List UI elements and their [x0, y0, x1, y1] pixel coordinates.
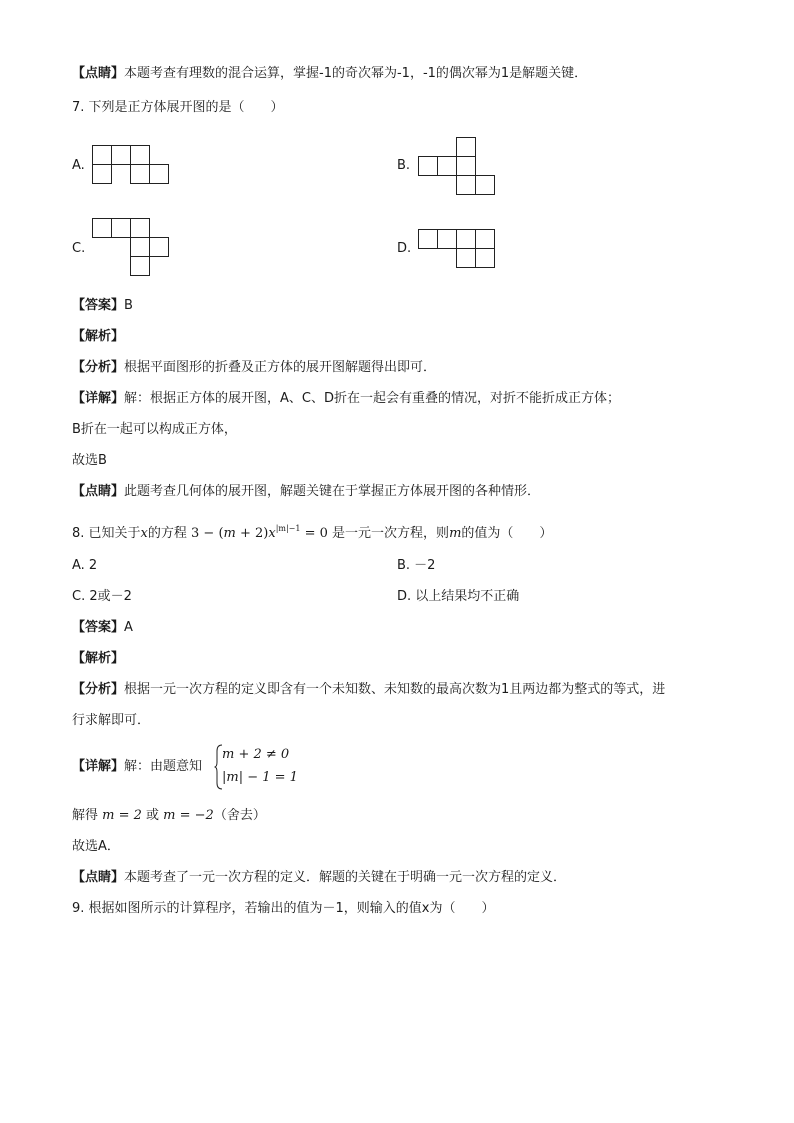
- note-text: 本题考查了一元一次方程的定义．解题的关键在于明确一元一次方程的定义．: [124, 870, 567, 885]
- note-text: 本题考查有理数的混合运算，掌握-1的奇次幂为-1，-1的偶次幂为1是解题关键．: [124, 66, 588, 81]
- net-c-figure: [92, 218, 172, 278]
- var-m: m: [223, 526, 236, 541]
- solution-text: 解得: [72, 808, 103, 823]
- analysis-8-cont: 行求解即可．: [72, 713, 151, 728]
- tag-dianjing: 【点睛】: [72, 870, 125, 885]
- note-line-1: [72, 65, 587, 83]
- question-8: [72, 520, 552, 543]
- answer-value: B: [124, 298, 133, 313]
- analysis-heading-7: 【解析】: [72, 329, 125, 344]
- analysis-text: 根据一元一次方程的定义即含有一个未知数、未知数的最高次数为1且两边都为整式的等式，进: [124, 682, 666, 697]
- tag-answer: 【答案】: [72, 298, 125, 313]
- solution-math: m = 2: [102, 808, 142, 823]
- net-a-figure: [92, 145, 172, 185]
- var-x: x: [268, 526, 276, 541]
- q8-option-b: B. －2: [397, 558, 436, 573]
- q8-option-c: C. 2或－2: [72, 589, 132, 604]
- q8-option-a: A. 2: [72, 558, 98, 573]
- q8-text-mid: 的方程: [147, 526, 192, 541]
- tag-xiangjie: 【详解】: [72, 759, 125, 774]
- conclusion-7: 故选B: [72, 453, 107, 468]
- detail-text: 解：根据正方体的展开图，A、C、D折在一起会有重叠的情况，对折不能折成正方体；: [124, 391, 620, 406]
- system-eq-1: m + 2 ≠ 0: [222, 747, 290, 762]
- analysis-heading-8: 【解析】: [72, 651, 125, 666]
- analysis-7: [72, 359, 436, 377]
- solution-text: （舍去）: [213, 808, 266, 823]
- answer-7: [72, 297, 133, 315]
- net-b-figure: [418, 137, 498, 197]
- answer-8: [72, 619, 133, 637]
- conclusion-8: 故选A．: [72, 839, 120, 854]
- detail-text: 解：由题意知: [124, 759, 203, 774]
- q8-text-post: 是一元一次方程，则: [327, 526, 450, 541]
- question-7: 7. 下列是正方体展开图的是（ ）: [72, 100, 284, 115]
- note-text: 此题考查几何体的展开图，解题关键在于掌握正方体展开图的各种情形．: [124, 484, 541, 499]
- equation: [191, 526, 328, 541]
- q8-text-end: 的值为（ ）: [461, 526, 553, 541]
- q7-option-d-label: D.: [397, 241, 412, 256]
- analysis-text: 根据平面图形的折叠及正方体的展开图解题得出即可．: [124, 360, 437, 375]
- note-8: [72, 869, 566, 887]
- q7-option-b-label: B.: [397, 158, 411, 173]
- eq-part: = 0: [300, 526, 328, 541]
- eq-part: + 2): [235, 526, 269, 541]
- tag-answer: 【答案】: [72, 620, 125, 635]
- tag-xiangjie: 【详解】: [72, 391, 125, 406]
- tag-fenxi: 【分析】: [72, 682, 125, 697]
- detail-8: [72, 758, 202, 776]
- note-7: [72, 483, 540, 501]
- tag-dianjing: 【点睛】: [72, 484, 125, 499]
- tag-fenxi: 【分析】: [72, 360, 125, 375]
- net-d-figure: [418, 229, 498, 269]
- detail-7: [72, 390, 620, 408]
- q8-text-pre: 8. 已知关于: [72, 526, 141, 541]
- q7-option-a-label: A.: [72, 158, 85, 173]
- solution-8: [72, 807, 266, 825]
- var-m: m: [449, 526, 462, 541]
- var-x: x: [140, 526, 148, 541]
- tag-dianjing: 【点睛】: [72, 66, 125, 81]
- q7-option-c-label: C.: [72, 241, 86, 256]
- solution-text: 或: [141, 808, 164, 823]
- solution-math: m = −2: [163, 808, 214, 823]
- exponent: |m|−1: [275, 524, 301, 533]
- detail-7-cont: B折在一起可以构成正方体，: [72, 422, 237, 437]
- answer-value: A: [124, 620, 133, 635]
- eq-part: 3 − (: [191, 526, 224, 541]
- analysis-8: [72, 681, 665, 699]
- q8-option-d: D. 以上结果均不正确: [397, 589, 520, 604]
- system-eq-2: |m| − 1 = 1: [222, 770, 298, 785]
- question-9: 9. 根据如图所示的计算程序，若输出的值为－1，则输入的值x为（ ）: [72, 901, 495, 916]
